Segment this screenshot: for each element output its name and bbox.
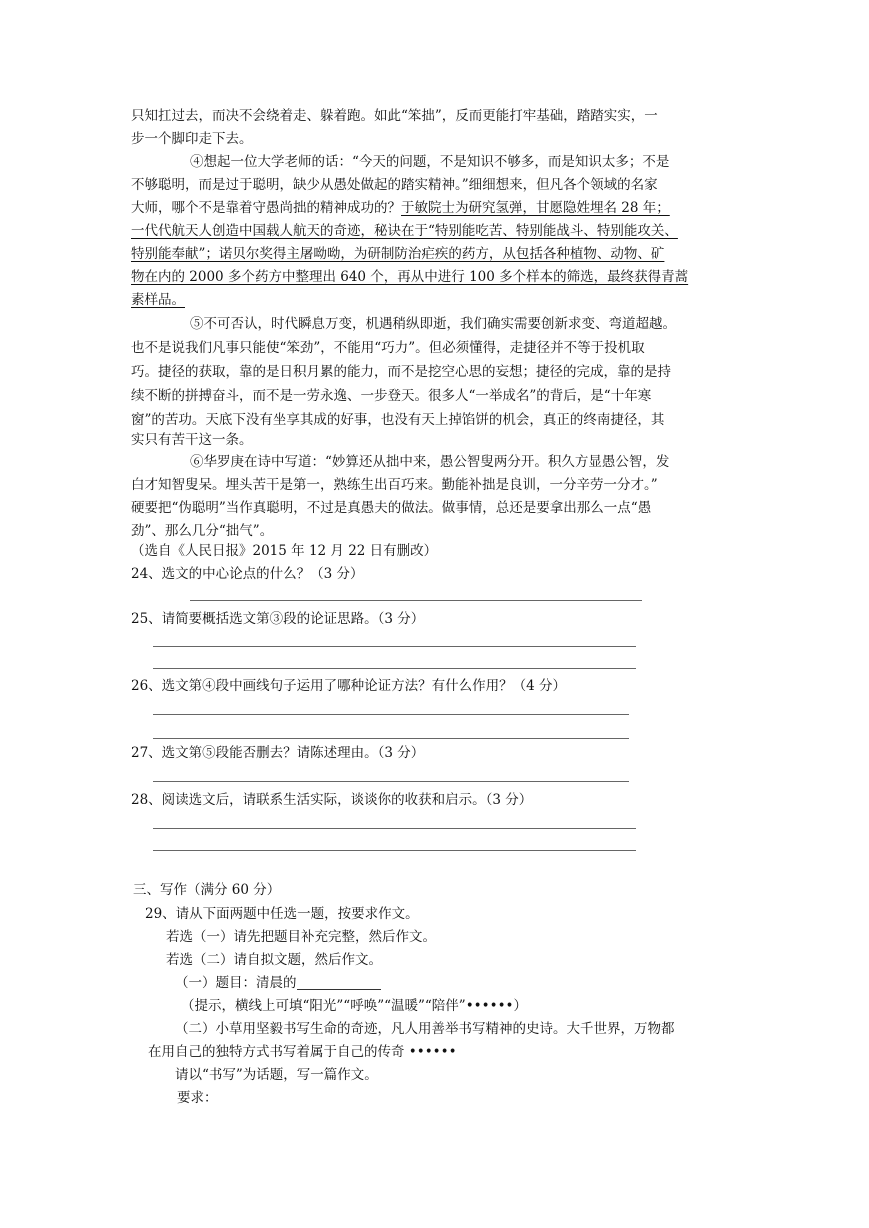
answer-line-26[interactable] [153,738,629,739]
answer-line-25[interactable] [153,668,636,669]
answer-line-26[interactable] [153,714,629,715]
question-25: 25、请简要概括选文第③段的论证思路。（3 分） [131,611,425,627]
paragraph-3-line: 只知扛过去，而决不会绕着走、躲着跑。如此“笨拙”，反而更能打牢基础，踏踏实实，一 [131,108,658,124]
option-2-note: 若选（二）请自拟文题，然后作文。 [166,952,382,968]
paragraph-4-line: ④想起一位大学老师的话：“今天的问题，不是知识不够多，而是知识太多；不是 [190,154,670,170]
answer-line-25[interactable] [153,646,636,647]
requirements-label: 要求： [177,1090,218,1106]
topic-2-line: （二）小草用坚毅书写生命的奇迹，凡人用善举书写精神的史诗。大千世界，万物都 [175,1021,675,1037]
underlined-sentence: 物在内的 2000 多个药方中整理出 640 个，再从中进行 100 多个样本的筛选，最终获得青蒿 [131,269,689,285]
paragraph-6-line: 白才知智叟呆。埋头苦干是第一，熟练生出百巧来。勤能补拙是良训，一分辛劳一分才。” [131,477,658,493]
paragraph-6-line: 劲”、那么几分“拙气”。 [131,523,274,539]
source-citation: （选自《人民日报》2015 年 12 月 22 日有删改） [131,543,438,559]
underlined-sentence: 素样品。 [131,292,185,308]
option-1-note: 若选（一）请先把题目补充完整，然后作文。 [166,929,436,945]
paragraph-4-text: 大师，哪个不是靠着守愚尚拙的精神成功的？ [131,200,401,216]
topic-1 [175,973,381,993]
paragraph-4-line: 不够聪明，而是过于聪明，缺少从愚处做起的踏实精神。”细细想来，但凡各个领域的名家 [131,177,658,193]
paragraph-6-line: 硬要把“伪聪明”当作真聪明，不过是真愚夫的做法。做事情，总还是要拿出那么一点“愚 [131,500,652,516]
paragraph-5-line: ⑤不可否认，时代瞬息万变，机遇稍纵即逝，我们确实需要创新求变、弯道超越。 [190,316,676,332]
topic-2-instruction: 请以“书写”为话题，写一篇作文。 [175,1067,378,1083]
paragraph-5-line: 实只有苦干这一条。 [131,432,253,448]
paragraph-4-line [131,198,670,218]
underlined-sentence: 于敏院士为研究氢弹，甘愿隐姓埋名 28 年； [401,200,670,216]
answer-line-24[interactable] [190,600,642,601]
writing-prompt: 29、请从下面两题中任选一题，按要求作文。 [145,906,419,922]
paragraph-5-line: 续不断的拼搏奋斗，而不是一劳永逸、一步登天。很多人“一举成名”的背后，是“十年寒 [131,388,652,404]
paragraph-6-line: ⑥华罗庚在诗中写道：“妙算还从拙中来，愚公智叟两分开。积久方显愚公智，发 [190,454,670,470]
topic-1-label: （一）题目：清晨的 [175,975,297,991]
section-heading-writing: 三、写作（满分 60 分） [133,882,281,898]
paragraph-5-line: 巧。捷径的获取，靠的是日积月累的能力，而不是挖空心思的妄想；捷径的完成，靠的是持 [131,364,671,380]
question-24: 24、选文的中心论点的什么？（3 分） [131,566,364,582]
paragraph-5-line: 也不是说我们凡事只能使“笨劲”，不能用“巧力”。但必须懂得，走捷径并不等于投机取 [131,340,645,356]
answer-line-27[interactable] [153,781,629,782]
paragraph-3-line: 步一个脚印走下去。 [131,131,253,147]
answer-line-28[interactable] [153,828,636,829]
topic-1-hint: （提示，横线上可填“阳光”“呼唤”“温暖”“陪伴”••••••） [181,998,527,1014]
question-28: 28、阅读选文后，请联系生活实际，谈谈你的收获和启示。（3 分） [131,792,533,808]
underlined-sentence: 一代代航天人创造中国载人航天的奇迹，秘诀在于“特别能吃苦、特别能战斗、特别能攻关、 [131,223,678,239]
question-26: 26、选文第④段中画线句子运用了哪种论证方法？有什么作用？（4 分） [131,678,567,694]
topic-1-blank[interactable] [297,975,381,990]
answer-line-28[interactable] [153,850,636,851]
question-27: 27、选文第⑤段能否删去？请陈述理由。（3 分） [131,745,425,761]
topic-2-line: 在用自己的独特方式书写着属于自己的传奇 •••••• [148,1044,457,1060]
paragraph-5-line: 窗”的苦功。天底下没有坐享其成的好事，也没有天上掉馅饼的机会，真正的终南捷径，其 [131,412,665,428]
underlined-sentence: 特别能奉献”；诺贝尔奖得主屠呦呦，为研制防治疟疾的药方，从包括各种植物、动物、矿 [131,246,665,262]
